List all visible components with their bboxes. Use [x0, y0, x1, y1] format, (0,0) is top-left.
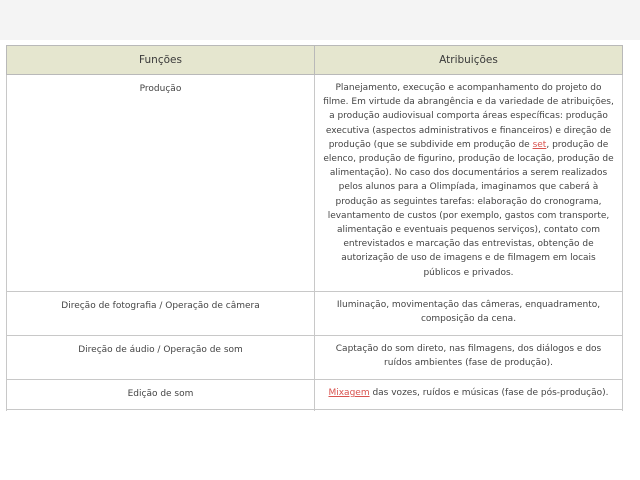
table-header-row — [7, 46, 623, 75]
role-cell: Direção de áudio / Operação de som — [7, 336, 315, 380]
mixagem-link[interactable]: Mixagem — [328, 388, 370, 398]
description-cell — [315, 410, 623, 412]
set-link[interactable]: set — [532, 139, 547, 150]
description-cell — [315, 380, 623, 410]
header-funcoes: Funções — [7, 46, 315, 75]
table-row — [7, 75, 623, 292]
role-cell: Produção — [7, 75, 315, 292]
table-row — [7, 292, 623, 336]
role-cell: Direção de fotografia / Operação de câmera — [7, 292, 315, 336]
description-text: Planejamento, execução e acompanhamento do projeto do filme. Em virtude da abrangência e da variedade de atribuições, a produção audiovisual comporta áreas específicas: produção executiva (aspectos administrativos e financeiros) e direção de produção (que se subdivide em produção de — [323, 83, 614, 150]
description-cell: Iluminação, movimentação das câmeras, enquadramento, composição da cena. — [315, 292, 623, 336]
table-row — [7, 380, 623, 410]
roles-table — [6, 45, 623, 411]
description-text: das vozes, ruídos e músicas (fase de pós-produção). — [369, 388, 609, 398]
header-atribuicoes: Atribuições — [315, 46, 623, 75]
description-text: , produção de elenco, produção de figurino, produção de locação, produção de alimentação). No caso dos documentários a serem realizados pelos alunos para a Olimpíada, imaginamos que caberá à produção as seguintes tarefas: elaboração do cronograma, levantamento de custos (por exemplo, gastos com transporte, alimentação e eventuais pequenos serviços), contato com entrevistados e marcação das entrevistas, obtenção de autorização de uso de imagens e de filmagem em locais públicos e privados. — [323, 139, 614, 278]
table-row — [7, 336, 623, 380]
description-cell — [315, 75, 623, 292]
role-cell — [7, 410, 315, 412]
table-row — [7, 410, 623, 412]
top-strip — [0, 0, 640, 40]
roles-table-container — [6, 45, 628, 411]
description-cell: Captação do som direto, nas filmagens, dos diálogos e dos ruídos ambientes (fase de produção). — [315, 336, 623, 380]
role-cell: Edição de som — [7, 380, 315, 410]
